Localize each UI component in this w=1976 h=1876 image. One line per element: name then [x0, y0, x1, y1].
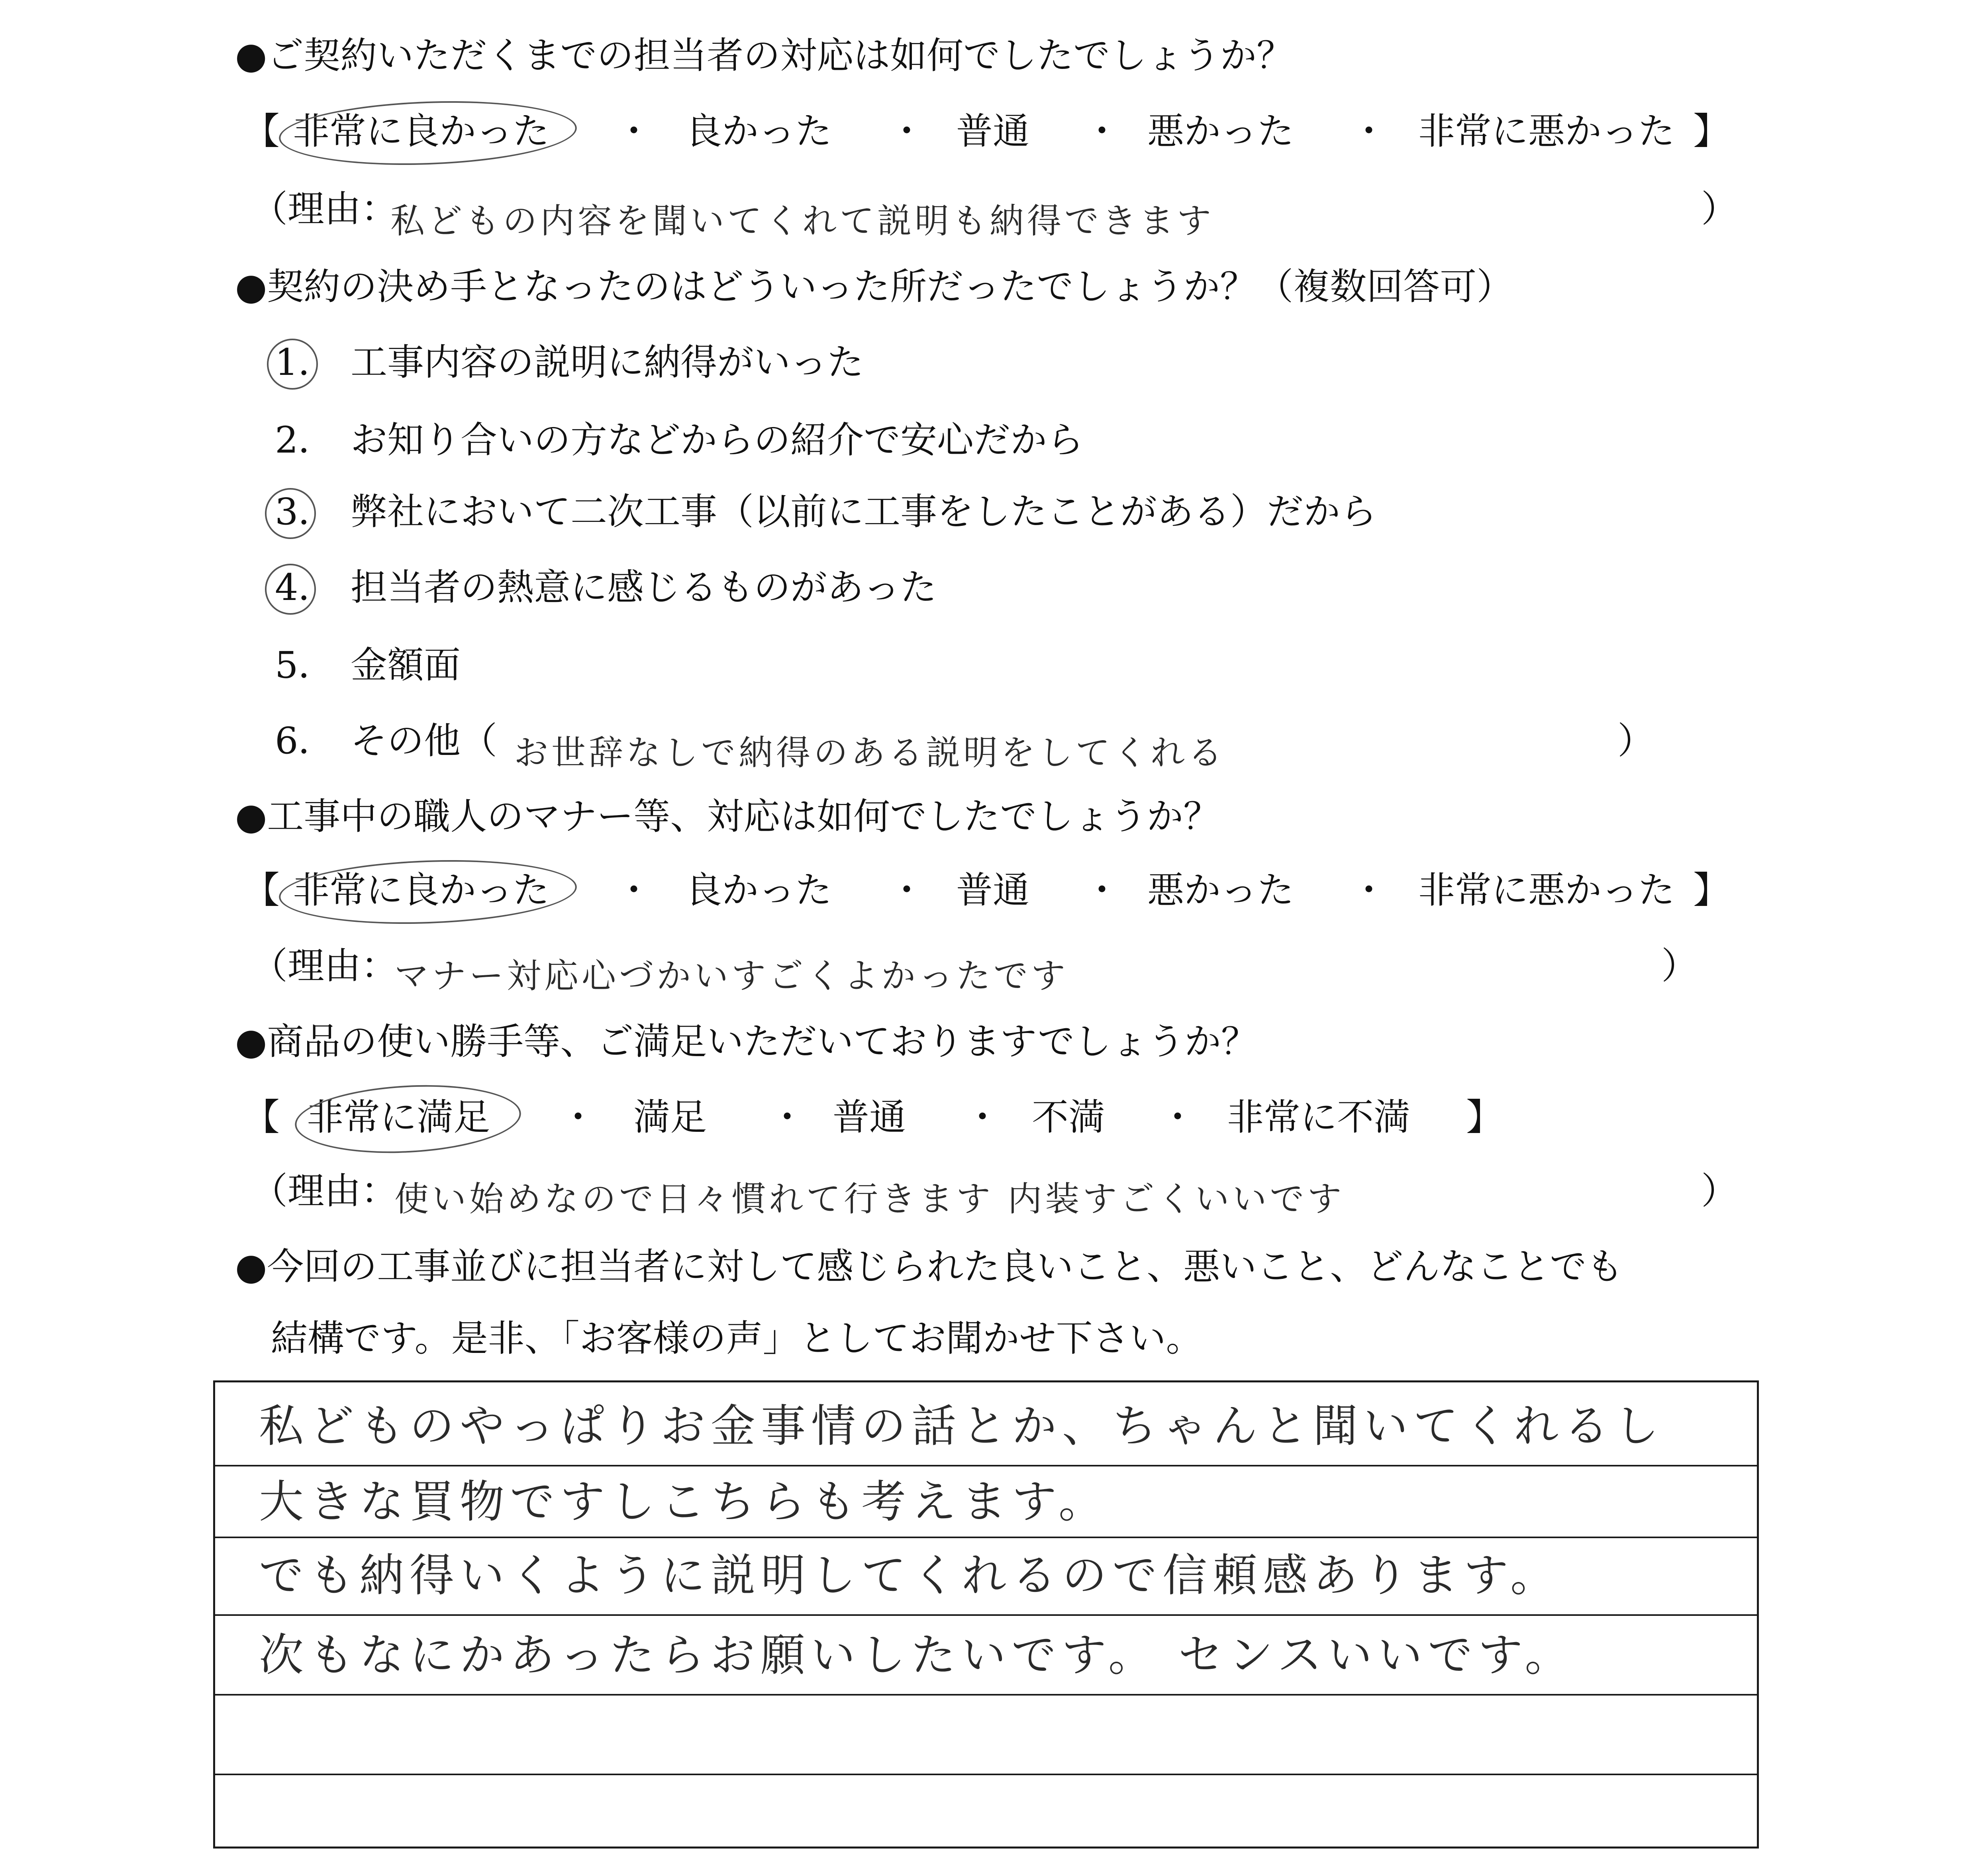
q3-option-5[interactable]: 非常に悪かった — [1418, 869, 1675, 912]
q1-sep-3: ・ — [1084, 110, 1121, 153]
q1-reason-text: 私どもの内容を聞いてくれて説明も納得できます — [390, 201, 1214, 241]
q4-sep-3: ・ — [964, 1096, 1001, 1139]
q4-option-3[interactable]: 普通 — [833, 1096, 906, 1139]
comment-rule — [215, 1537, 1757, 1538]
q2-item-5-text[interactable]: 金額面 — [351, 644, 461, 686]
q3-option-4[interactable]: 悪かった — [1147, 869, 1294, 912]
q4-bracket-open: 【 — [243, 1096, 280, 1139]
q4-sep-2: ・ — [769, 1096, 806, 1139]
question-3: ●工事中の職人のマナー等、対応は如何でしたでしょうか？ — [235, 795, 1220, 838]
q1-option-1[interactable]: 非常に良かった — [293, 110, 550, 153]
q3-sep-1: ・ — [616, 869, 653, 912]
q4-reason-close: ） — [1701, 1170, 1738, 1212]
comment-rule — [215, 1614, 1757, 1616]
q2-item-6-num: 6． — [275, 719, 335, 762]
q4-option-2[interactable]: 満足 — [633, 1096, 707, 1139]
q2-item-6-text[interactable]: その他（ — [351, 719, 498, 762]
q3-option-2[interactable]: 良かった — [685, 869, 832, 912]
q4-option-4[interactable]: 不満 — [1032, 1096, 1106, 1139]
question-5-line-1: ●今回の工事並びに担当者に対して感じられた良いこと、悪いこと、どんなことでも — [235, 1245, 1623, 1288]
q1-option-4[interactable]: 悪かった — [1147, 110, 1294, 153]
q1-sep-2: ・ — [888, 110, 925, 153]
q3-reason-close: ） — [1661, 945, 1698, 987]
q1-reason-close: ） — [1701, 188, 1738, 230]
q2-item-4-num: 4． — [275, 566, 335, 609]
q2-item-2-num: 2． — [275, 419, 335, 461]
q4-option-1[interactable]: 非常に満足 — [307, 1096, 490, 1139]
q2-item-1-text[interactable]: 工事内容の説明に納得がいった — [351, 341, 864, 384]
question-4: ●商品の使い勝手等、ご満足いただいておりますでしょうか？ — [235, 1020, 1258, 1063]
q1-bracket-close: 】 — [1693, 110, 1730, 153]
comment-line-2: 大きな買物ですしこちらも考えます。 — [259, 1476, 1109, 1528]
comment-line-3: でも納得いくように説明してくれるので信頼感あります。 — [259, 1550, 1561, 1602]
q4-reason-label: （理由： — [251, 1170, 398, 1212]
q4-option-5[interactable]: 非常に不満 — [1227, 1096, 1411, 1139]
q2-item-3-num: 3． — [275, 490, 335, 533]
q4-bracket-close: 】 — [1466, 1096, 1503, 1139]
comment-line-1: 私どものやっぱりお金事情の話とか、ちゃんと聞いてくれるし — [259, 1400, 1664, 1452]
q3-sep-3: ・ — [1084, 869, 1121, 912]
q3-sep-2: ・ — [888, 869, 925, 912]
q2-item-3-text[interactable]: 弊社において二次工事（以前に工事をしたことがある）だから — [351, 490, 1377, 533]
comment-rule — [215, 1465, 1757, 1466]
q3-reason-text: マナー対応心づかいすごくよかったです — [394, 956, 1068, 996]
q1-sep-4: ・ — [1351, 110, 1388, 153]
q2-item-1-num: 1． — [275, 341, 335, 384]
comment-rule — [215, 1774, 1757, 1775]
q3-option-3[interactable]: 普通 — [956, 869, 1030, 912]
q4-reason-text: 使い始めなので日々慣れて行きます 内装すごくいいです — [394, 1179, 1345, 1219]
q2-item-5-num: 5． — [275, 644, 335, 686]
question-1: ●ご契約いただくまでの担当者の対応は如何でしたでしょうか？ — [235, 34, 1294, 77]
q1-option-3[interactable]: 普通 — [956, 110, 1030, 153]
q4-sep-1: ・ — [560, 1096, 597, 1139]
q1-option-5[interactable]: 非常に悪かった — [1418, 110, 1675, 153]
q4-sep-4: ・ — [1159, 1096, 1196, 1139]
comment-rule — [215, 1694, 1757, 1696]
q3-sep-4: ・ — [1351, 869, 1388, 912]
q1-sep-1: ・ — [616, 110, 653, 153]
q1-reason-label: （理由： — [251, 188, 398, 230]
question-5-line-2: 結構です。是非、「お客様の声」としてお聞かせ下さい。 — [271, 1317, 1203, 1360]
q1-bracket-open: 【 — [243, 110, 280, 153]
q3-reason-label: （理由： — [251, 945, 398, 987]
q2-item-2-text[interactable]: お知り合いの方などからの紹介で安心だから — [351, 419, 1084, 461]
q3-bracket-close: 】 — [1693, 869, 1730, 912]
q2-other-text: お世辞なしで納得のある説明をしてくれる — [514, 733, 1225, 773]
q1-option-2[interactable]: 良かった — [685, 110, 832, 153]
comment-line-4: 次もなにかあったらお願いしたいです。 センスいいです。 — [259, 1629, 1575, 1681]
q3-bracket-open: 【 — [243, 869, 280, 912]
q3-option-1[interactable]: 非常に良かった — [293, 869, 550, 912]
q2-other-close: ） — [1617, 719, 1655, 762]
question-2: ●契約の決め手となったのはどういった所だったでしょうか？（複数回答可） — [235, 265, 1513, 308]
q2-item-4-text[interactable]: 担当者の熱意に感じるものがあった — [351, 566, 937, 609]
comment-box — [213, 1380, 1759, 1849]
